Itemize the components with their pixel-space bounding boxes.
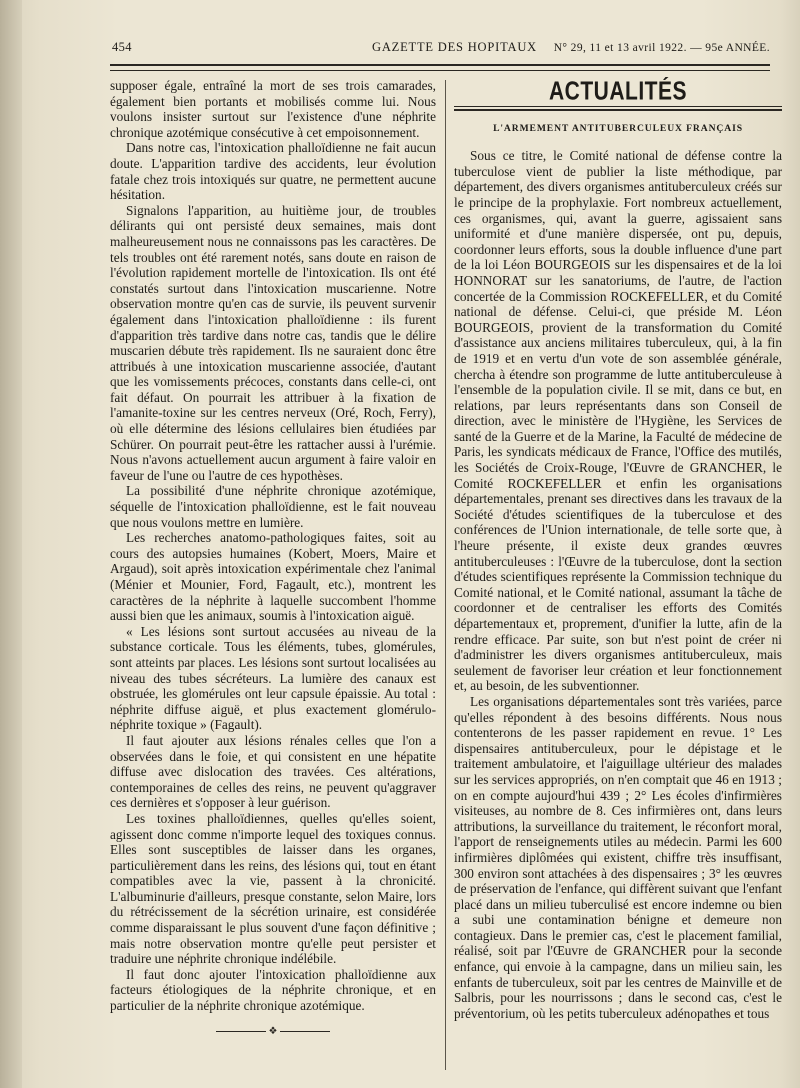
paragraph: Il faut donc ajouter l'intoxication phalloïdienne aux facteurs étiologiques de la néphrite chronique, et en particulier de la néphrite chronique azotémique. <box>110 966 436 1014</box>
paragraph: Sous ce titre, le Comité national de défense contre la tuberculose vient de publier la liste méthodique, par département, des divers organismes antituberculeux créés sur le principe de la prophylaxie. Fort nombreux actuellement, ces organismes, qui, avant la guerre, agissaient sans uniformité et d'une manière dispersée, ont pu, depuis, coordonner leurs efforts, sous la double influence d'une part de la loi Léon BOURGEOIS sur les dispensaires et de la loi HONNORAT sur les sanatoriums, de l'autre, de l'action concertée de la Commission ROCKEFELLER, et du Comité national de défense. Celui-ci, que préside M. Léon BOURGEOIS, provient de la transformation du Comité d'assistance aux anciens militaires tuberculeux, qui, à la fin de 1919 et en vertu d'un vote de son assemblée générale, chercha à étendre son programme de lutte antituberculeuse à l'ensemble de la population civile. Il se mit, dans ce but, en relations, par leurs représentants dans son Conseil de direction, avec le ministère de l'Hygiène, les Services de santé de la Guerre et de la Marine, la Faculté de médecine de Paris, les syndicats médicaux de France, l'Office des mutilés, les Sociétés de Croix-Rouge, l'Œuvre de GRANCHER, le Comité ROCKEFELLER et enfin les organisations départementales, prenant ses directives dans les travaux de la Société d'études scientifiques de la tuberculose et des conférences de l'Union internationale, de telle sorte que, à l'heure présente, il existe deux grandes œuvres antituberculeuses : l'Œuvre de la tuberculose, dont la section d'études scientifiques représente la Commission technique du Comité national, et le Comité national, assumant la tâche de coordonner et de centraliser les efforts des Comités départementaux et, proprement, d'unifier la lutte, afin de la rendre efficace. Par suite, son but n'est point de créer ni d'administrer les divers organismes antituberculeux, mais seulement de favoriser leur création et leur fonctionnement et, au besoin, de les subventionner. <box>454 148 782 694</box>
article-title: L'ARMEMENT ANTITUBERCULEUX FRANÇAIS <box>493 122 743 134</box>
header-rule <box>110 64 770 66</box>
paragraph: La possibilité d'une néphrite chronique azotémique, séquelle de l'intoxication phalloïdienne, est le fait nouveau que nous voulons mettre en lumière. <box>110 483 436 530</box>
issue-info: N° 29, 11 et 13 avril 1922. — 95e ANNÉE. <box>553 42 770 54</box>
page-binding-edge <box>0 0 22 1088</box>
paragraph: Il faut ajouter aux lésions rénales celles que l'on a observées dans le foie, et qui consistent en une hépatite diffuse avec dislocation des travées. Ces altérations, contemporaines de celles des reins, ne peuvent qu'aggraver ces dernières et s'opposer à leur guérison. <box>110 732 436 811</box>
column-divider <box>445 80 446 1070</box>
page-header <box>112 40 770 60</box>
section-title: ACTUALITÉS <box>549 77 687 106</box>
section-rule-thick <box>454 109 782 111</box>
header-rule-thin <box>110 70 770 71</box>
paragraph: Les toxines phalloïdiennes, quelles qu'elles soient, agissent donc comme n'importe lequel des toxiques connus. Elles sont susceptibles de laisser dans les organes, particulièrement dans les reins, des lésions qui, tout en étant compatibles avec la vie, passent à la chronicité. L'albuminurie d'ailleurs, presque constante, selon Maire, lors du rétrécissement de la sécrétion urinaire, est considérée comme disparaissant le plus souvent d'une façon définitive ; mais notre observation montre qu'elle peut persister et traduire une néphrite chronique indélébile. <box>110 810 436 967</box>
paragraph: Signalons l'apparition, au huitième jour, de troubles délirants qui ont persisté deux semaines, mais dont malheureusement nous ne connaissons pas les caractères. De tels troubles ont été rarement notés, sans doute en raison de l'évolution rapidement mortelle de l'intoxication. Ils ont été constatés surtout dans l'intoxication muscarienne. Notre observation montre qu'en cas de survie, ils peuvent survenir également dans l'intoxication phalloïdienne : ils furent d'apparition très tardive dans notre cas, tandis que le délire muscarien débute très rapidement. Ils ne sauraient donc être attribués à une intoxication muscarienne associée, d'autant que les vomissements précoces, constants dans celle-ci, ont fait défaut. On pourrait les attribuer à la fixation de l'amanite-toxine sur les centres nerveux (Oré, Roch, Ferry), où elle détermine des lésions cellulaires bien étudiées par Schürer. On pourrait peut-être les rattacher aussi à l'urémie. Nous n'avons actuellement aucun argument à faire valoir en faveur de l'une ou l'autre de ces hypothèses. <box>110 202 436 483</box>
page-number: 454 <box>112 40 132 54</box>
right-column <box>454 78 782 1021</box>
end-ornament: ❖ <box>110 1024 436 1040</box>
paragraph: Les organisations départementales sont très variées, parce qu'elles répondent à des besoins différents. Nous nous contenterons de les passer rapidement en revue. 1° Les dispensaires antituberculeux, pour le dépistage et le traitement ambulatoire, et l'aiguillage ultérieur des malades sur les services appropriés, on n'en comptait que 46 en 1913 ; on en compte aujourd'hui 439 ; 2° Les écoles d'infirmières visiteuses, au nombre de 8. Ces infirmières ont, dans leurs attributions, la surveillance du traitement, le réconfort moral, l'apport de renseignements utiles au médecin. Parmi les 600 infirmières diplômées qui existent, chiffre très insuffisant, 300 environ sont attachées à des dispensaires ; 3° les œuvres de préservation de l'enfance, qui diffèrent suivant que l'enfant placé dans un milieu tuberculisé est encore indemne ou bien a subi une contamination bénigne et demeure non contagieux. Dans le premier cas, c'est le placement familial, réalisé, soit par l'Œuvre de GRANCHER pour la seconde enfance, qui envoie à la campagne, dans un milieu sain, les enfants de tuberculeux, soit par les centres de Mainville et de Salbris, pour les nourrissons ; dans le second cas, c'est le préventorium, où les petits tuberculeux adénopathes et tous <box>454 693 782 1021</box>
paragraph: « Les lésions sont surtout accusées au niveau de la substance corticale. Tous les éléments, tubes, glomérules, sont atteints par places. Les lésions sont surtout localisées au niveau des tubes sécréteurs. La lumière des canaux est obstruée, les glomérules ont leur capsule épaissie. Au total : néphrite diffuse aiguë, et plus exactement glomérulo-néphrite toxique » (Fagault). <box>110 623 436 733</box>
paragraph: Dans notre cas, l'intoxication phalloïdienne ne fait aucun doute. L'apparition tardive des accidents, leur évolution fatale chez trois intoxiqués sur quatre, ne permettent aucune hésitation. <box>110 140 436 203</box>
paragraph: supposer égale, entraîné la mort de ses trois camarades, également bien portants et mobilisés comme lui. Nous voulons insister surtout sur l'existence d'une néphrite chronique azotémique consécutive à cet empoisonnement. <box>110 78 436 140</box>
paragraph: Les recherches anatomo-pathologiques faites, soit au cours des autopsies humaines (Kobert, Moers, Maire et Argaud), soit après intoxication expérimentale chez l'animal (Ménier et Mounier, Ford, Fagault, etc.), montrent les caractères de la néphrite à laquelle succombent l'homme aussi bien que les animaux, soumis à l'intoxication aiguë. <box>110 530 436 624</box>
left-column <box>110 78 436 1039</box>
journal-title: GAZETTE DES HOPITAUX <box>372 40 537 54</box>
